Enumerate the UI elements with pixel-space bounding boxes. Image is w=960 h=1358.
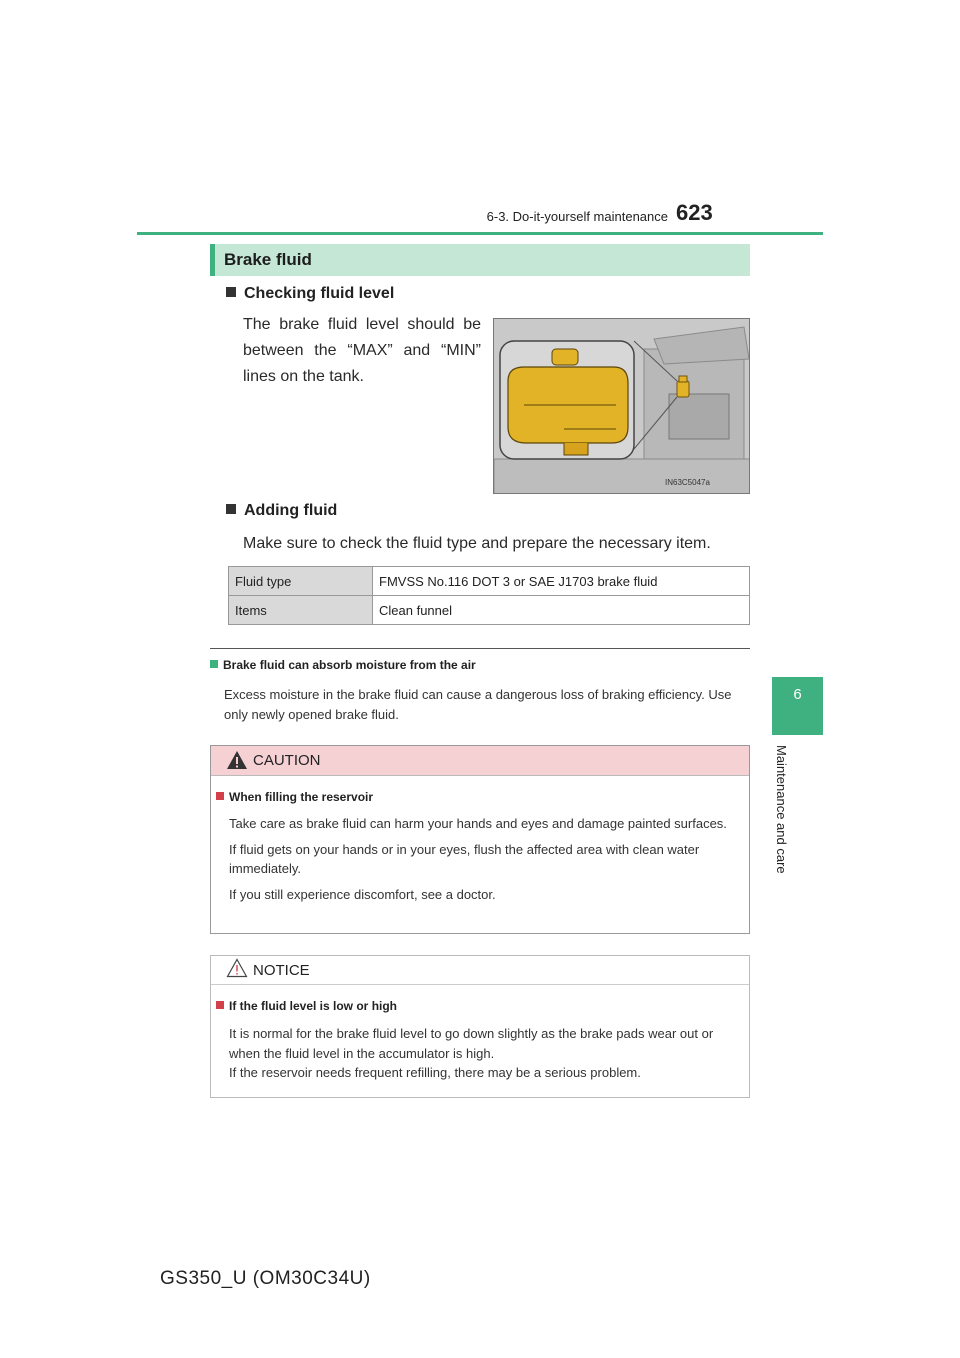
green-bullet-icon bbox=[210, 660, 218, 668]
notice-heading-text: If the fluid level is low or high bbox=[229, 999, 398, 1013]
table-label: Items bbox=[229, 596, 373, 625]
caution-para: Take care as brake fluid can harm your hands and eyes and damage painted surfaces. bbox=[229, 816, 727, 831]
section-divider bbox=[210, 648, 750, 649]
adding-body: Make sure to check the fluid type and prepare the necessary item. bbox=[243, 535, 711, 552]
notice-para: If the reservoir needs frequent refilling, there may be a serious problem. bbox=[229, 1065, 641, 1080]
bullet-square-icon bbox=[226, 504, 236, 514]
caution-para: If fluid gets on your hands or in your eyes, flush the affected area with clean water immediately. bbox=[229, 841, 700, 876]
model-footer: GS350_U (OM30C34U) bbox=[160, 1268, 371, 1289]
table-row bbox=[229, 567, 750, 596]
warning-outline-icon bbox=[226, 958, 248, 983]
caution-heading bbox=[216, 790, 373, 804]
notice-title: NOTICE bbox=[253, 962, 310, 979]
table-label: Fluid type bbox=[229, 567, 373, 596]
red-bullet-icon bbox=[216, 792, 224, 800]
header-rule bbox=[137, 232, 823, 235]
adding-heading-text: Adding fluid bbox=[244, 502, 338, 519]
checking-heading-text: Checking fluid level bbox=[244, 285, 395, 302]
note-heading bbox=[210, 658, 476, 672]
chapter-number: 6 bbox=[793, 686, 802, 703]
warning-triangle-icon bbox=[226, 750, 248, 775]
caution-title: CAUTION bbox=[253, 752, 321, 769]
note-heading-text: Brake fluid can absorb moisture from the air bbox=[223, 658, 476, 672]
running-header-section: 6-3. Do-it-yourself maintenance bbox=[486, 209, 668, 224]
page-number: 623 bbox=[676, 200, 713, 225]
caution-para: If you still experience discomfort, see a doctor. bbox=[229, 886, 496, 902]
notice-header-rule bbox=[211, 984, 749, 985]
note-body: Excess moisture in the brake fluid can cause a dangerous loss of braking efficiency. Use only newly opened brake fluid. bbox=[224, 687, 732, 722]
adding-heading bbox=[226, 502, 337, 520]
notice-body bbox=[229, 1024, 741, 1083]
engine-bay-drawing bbox=[494, 319, 750, 494]
notice-heading bbox=[216, 999, 397, 1013]
section-title: Brake fluid bbox=[224, 250, 312, 269]
caution-heading-text: When filling the reservoir bbox=[229, 790, 374, 804]
caution-body bbox=[229, 814, 741, 910]
checking-body: The brake fluid level should be between the “MAX” and “MIN” lines on the tank. bbox=[243, 316, 481, 385]
notice-para: It is normal for the brake fluid level to go down slightly as the brake pads wear out or when the fluid level in the accumulator is high. bbox=[229, 1026, 714, 1061]
fluid-table bbox=[228, 566, 750, 625]
red-bullet-icon bbox=[216, 1001, 224, 1009]
bullet-square-icon bbox=[226, 287, 236, 297]
brake-reservoir-illustration bbox=[493, 318, 750, 494]
figure-code: IN63C5047a bbox=[665, 478, 710, 487]
checking-heading bbox=[226, 285, 394, 303]
table-row bbox=[229, 596, 750, 625]
table-value: Clean funnel bbox=[373, 596, 750, 625]
chapter-label: Maintenance and care bbox=[774, 745, 789, 874]
table-value: FMVSS No.116 DOT 3 or SAE J1703 brake fluid bbox=[373, 567, 750, 596]
